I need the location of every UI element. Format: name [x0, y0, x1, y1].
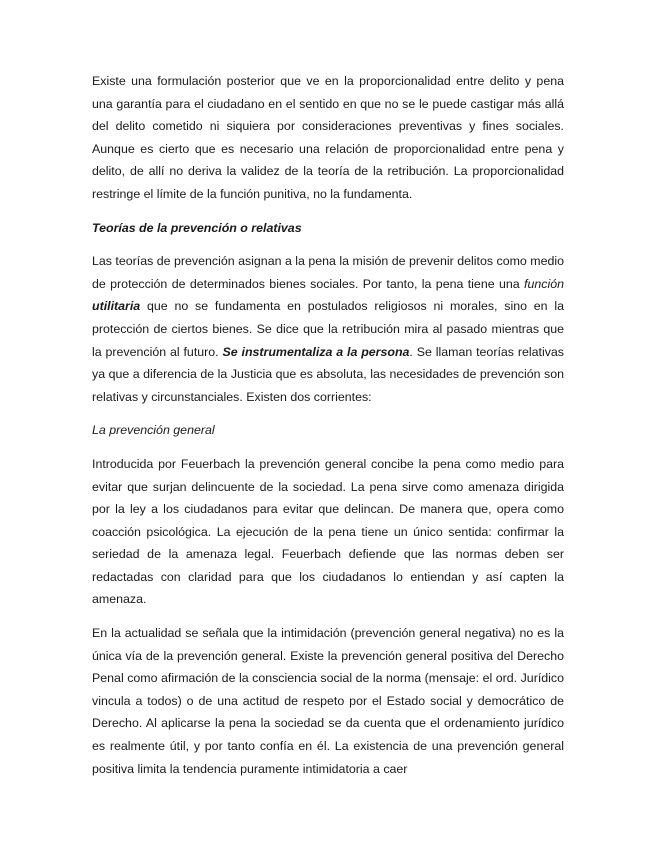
- heading-teorias-relativas: Teorías de la prevención o relativas: [92, 220, 302, 235]
- subheading-prevencion-general: La prevención general: [92, 423, 215, 438]
- paragraph-teorias-prevencion: [92, 250, 564, 408]
- paragraph-proporcionalidad: Existe una formulación posterior que ve en la proporcionalidad entre delito y pena una garantía para el ciudadano en el sentido en que no se le puede castigar más allá del delito cometido ni siquiera por consideraciones preventivas y fines sociales. Aunque es cierto que es necesario una relación de proporcionalidad entre pena y delito, de allí no deriva la validez de la teoría de la retribución. La proporcionalidad restringe el límite de la función punitiva, no la fundamenta.: [92, 74, 564, 201]
- text-run: que no se fundamenta en postulados religiosos ni morales, sino en la protección de ciertos bienes. Se dice que la retribución mira al pasado mientras que la prevención al futuro.: [92, 299, 564, 359]
- italic-funcion: función: [524, 276, 564, 291]
- paragraph-prevencion-positiva: En la actualidad se señala que la intimidación (prevención general negativa) no es la única vía de la prevención general. Existe la prevención general positiva del Derecho Penal como afirmación de la consciencia social de la norma (mensaje: el ord. Jurídico vincula a todos) o de una actitud de respeto por el Estado social y democrático de Derecho. Al aplicarse la pena la sociedad se da cuenta que el ordenamiento jurídico es realmente útil, y por tanto confía en él. La existencia de una prevención general positiva limita la tendencia puramente intimidatoria a caer: [92, 626, 564, 776]
- text-run: . Se llaman teorías relativas ya que a diferencia de la Justicia que es absoluta, las necesidades de prevención son relativas y circunstanciales. Existen dos corrientes:: [92, 344, 564, 404]
- bold-italic-instrumentaliza: Se instrumentaliza a la persona: [222, 344, 410, 359]
- text-run: Las teorías de prevención asignan a la pena la misión de prevenir delitos como medio de protección de determinados bienes sociales. Por tanto, la pena tiene una: [92, 254, 564, 291]
- paragraph-feuerbach: Introducida por Feuerbach la prevención general concibe la pena como medio para evitar que surjan delincuente de la sociedad. La pena sirve como amenaza dirigida por la ley a los ciudadanos para evitar que delincan. De manera que, opera como coacción psicológica. La ejecución de la pena tiene un único sentida: confirmar la seriedad de la amenaza legal. Feuerbach defiende que las normas deben ser redactadas con claridad para que los ciudadanos lo entiendan y así capten la amenaza.: [92, 456, 564, 607]
- bold-italic-utilitaria: utilitaria: [92, 299, 141, 314]
- document-page: [92, 70, 564, 791]
